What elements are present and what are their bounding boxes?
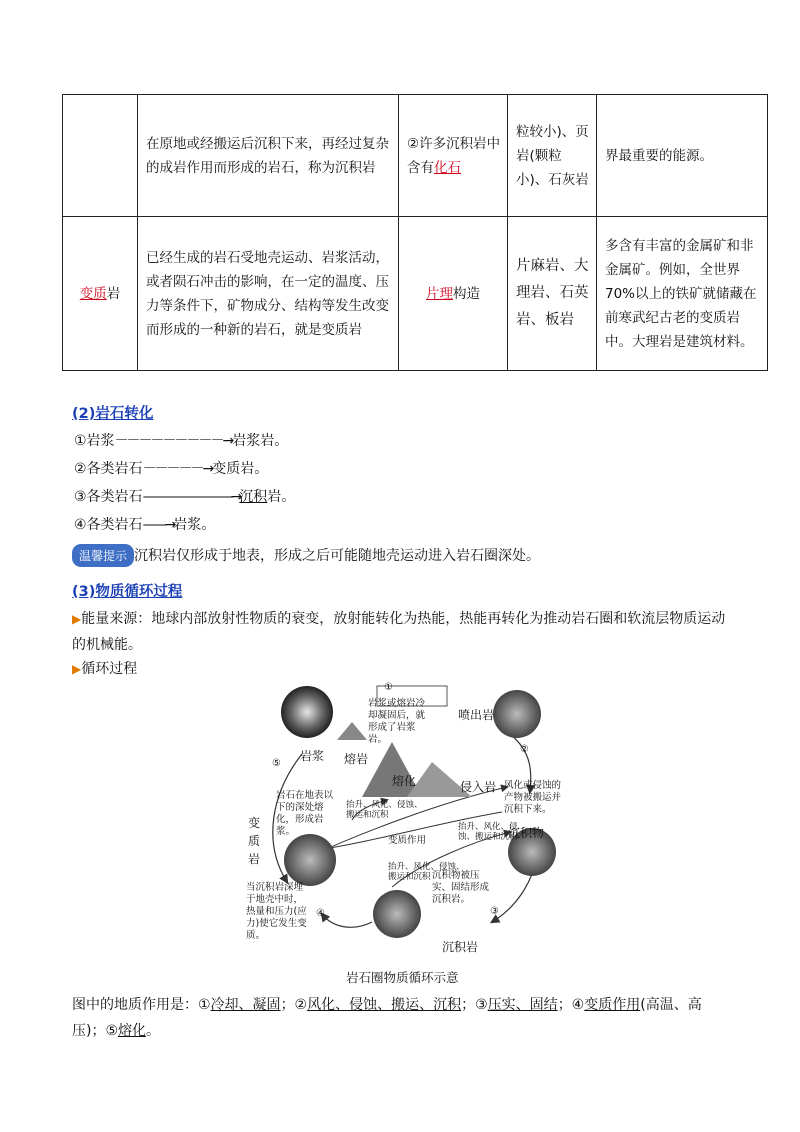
summary-text: ；③ (461, 997, 488, 1013)
summary-text: 图中的地质作用是：① (72, 997, 211, 1013)
line-text: 岩浆岩。 (232, 433, 289, 449)
rock-type-cell (63, 217, 138, 371)
table-row (63, 95, 768, 217)
rock-type-cell (63, 95, 138, 217)
note-mid1: 抬升、风化、侵蚀、搬运和沉积 (346, 800, 423, 820)
label-melt: 熔化 (392, 774, 417, 788)
magma-image (281, 686, 333, 738)
metamorphic-label: 变质 (79, 285, 107, 302)
label-extrusive: 喷出岩 (458, 708, 495, 722)
transform-line-4 (74, 514, 215, 534)
answer-underline: 沉积 (239, 489, 268, 505)
note-right: 风化或侵蚀的产物被搬运并沉积下来。 (504, 780, 562, 815)
lava-image (337, 722, 367, 740)
tip-row (72, 544, 540, 567)
rock-table (62, 94, 768, 371)
extrusive-rock-image (493, 690, 541, 738)
usage-text: 界最重要的能源。 (605, 147, 713, 164)
section-title-cycle: (3)物质循环过程 (72, 584, 183, 600)
note-top: 岩浆或熔岩冷却凝固后，就形成了岩浆岩。 (368, 698, 426, 745)
arrow-dash: －－－－－→ (142, 461, 213, 477)
answer-underline: 压实、固结 (487, 997, 558, 1013)
usage-cell (597, 95, 768, 217)
note-mid4: 抬升、风化、侵蚀、搬运和沉积 (388, 862, 465, 882)
answer-underline: 冷却、凝固 (210, 997, 281, 1013)
example-cell (508, 217, 597, 371)
example-text: 粒较小)、页岩(颗粒小)、石灰岩 (516, 123, 589, 188)
rock-suffix: 岩 (106, 285, 121, 302)
num-5: ⑤ (272, 758, 281, 769)
triangle-bullet-icon: ▶ (72, 662, 82, 676)
triangle-bullet-icon: ▶ (72, 612, 82, 626)
sedimentary-rock-image (373, 890, 421, 938)
note-mid3: 抬升、风化、侵蚀、搬运和沉积 (458, 822, 518, 842)
answer-underline: 变质作用 (584, 997, 641, 1013)
note-mid2: 变质作用 (388, 835, 427, 846)
summary-paragraph (72, 992, 732, 1044)
arrow-dash: ————————→ (142, 489, 240, 505)
num-1-top: ① (384, 682, 393, 693)
feature-cell (399, 217, 508, 371)
figure-caption: 岩石圈物质循环示意 (346, 970, 459, 985)
line-text: 岩。 (267, 489, 296, 505)
label-sediment: 沉积物 (508, 826, 545, 840)
section-title-rock-transform: (2)岩石转化 (72, 406, 154, 422)
energy-paragraph (72, 606, 732, 658)
table-row (63, 217, 768, 371)
process-line (72, 658, 137, 678)
label-intrusive: 侵入岩 (460, 780, 497, 794)
usage-cell (597, 217, 768, 371)
process-text: 循环过程 (81, 661, 138, 677)
tip-text: 沉积岩仅形成于地表，形成之后可能随地壳运动进入岩石圈深处。 (134, 548, 541, 564)
note-bottom-left: 当沉积岩深埋于地壳中时，热量和压力(应力)使它发生变质。 (246, 882, 307, 941)
arrow-dash: －－－－－－－－－→ (114, 433, 233, 449)
summary-text: (高温、高压)；⑤ (72, 997, 702, 1039)
label-metamorphic: 变质岩 (248, 816, 261, 866)
answer-underline: 熔化 (118, 1023, 147, 1039)
transform-line-3 (74, 486, 295, 506)
label-sedimentary: 沉积岩 (442, 940, 479, 954)
line-text: 变质岩。 (212, 461, 269, 477)
arrow-dash: ——→ (142, 517, 174, 533)
tip-badge: 温馨提示 (72, 544, 134, 567)
formation-cell (138, 217, 399, 371)
example-cell (508, 95, 597, 217)
fossil-link: 化石 (434, 159, 461, 176)
example-text: 片麻岩、大理岩、石英岩、板岩 (516, 258, 589, 328)
formation-text: 在原地或经搬运后沉积下来，再经过复杂的成岩作用而形成的岩石，称为沉积岩 (146, 135, 389, 176)
line-text: 岩浆。 (173, 517, 216, 533)
line-text: ②各类岩石 (74, 461, 143, 477)
usage-text: 多含有丰富的金属矿和非金属矿。例如，全世界70%以上的铁矿就储藏在前寒武纪古老的变质岩中。大理岩是建筑材料。 (605, 237, 757, 350)
feature-text: ②许多沉积岩中含有 (407, 135, 501, 176)
line-text: ④各类岩石 (74, 517, 143, 533)
num-4: ④ (316, 908, 325, 919)
energy-text: 能量来源：地球内部放射性物质的衰变，放射能转化为热能，热能再转化为推动岩石圈和软流层物质运动的机械能。 (72, 611, 726, 653)
line-text: ①岩浆 (74, 433, 115, 449)
transform-line-1 (74, 430, 288, 450)
note-bottom-mid: 沉积物被压实、固结形成沉积岩。 (432, 870, 490, 905)
label-magma: 岩浆 (300, 749, 325, 763)
formation-cell (138, 95, 399, 217)
transform-line-2 (74, 458, 268, 478)
summary-text: ；④ (557, 997, 585, 1013)
feature-text: 构造 (453, 285, 480, 302)
line-text: ③各类岩石 (74, 489, 143, 505)
summary-text: 。 (146, 1023, 161, 1039)
label-lava: 熔岩 (344, 752, 369, 766)
summary-text: ；② (280, 997, 308, 1013)
cycle-arrow (322, 914, 372, 927)
note-left: 岩石在地表以下的深处熔化，形成岩浆。 (276, 790, 334, 837)
answer-underline: 风化、侵蚀、搬运、沉积 (307, 997, 462, 1013)
metamorphic-rock-image (284, 834, 336, 886)
feature-cell (399, 95, 508, 217)
num-3: ③ (490, 906, 499, 917)
formation-text: 已经生成的岩石受地壳运动、岩浆活动，或者陨石冲击的影响，在一定的温度、压力等条件下，矿物成分、结构等发生改变而形成的一种新的岩石，就是变质岩 (146, 249, 389, 338)
num-2: ② (520, 744, 529, 755)
schist-label: 片理 (426, 285, 453, 302)
